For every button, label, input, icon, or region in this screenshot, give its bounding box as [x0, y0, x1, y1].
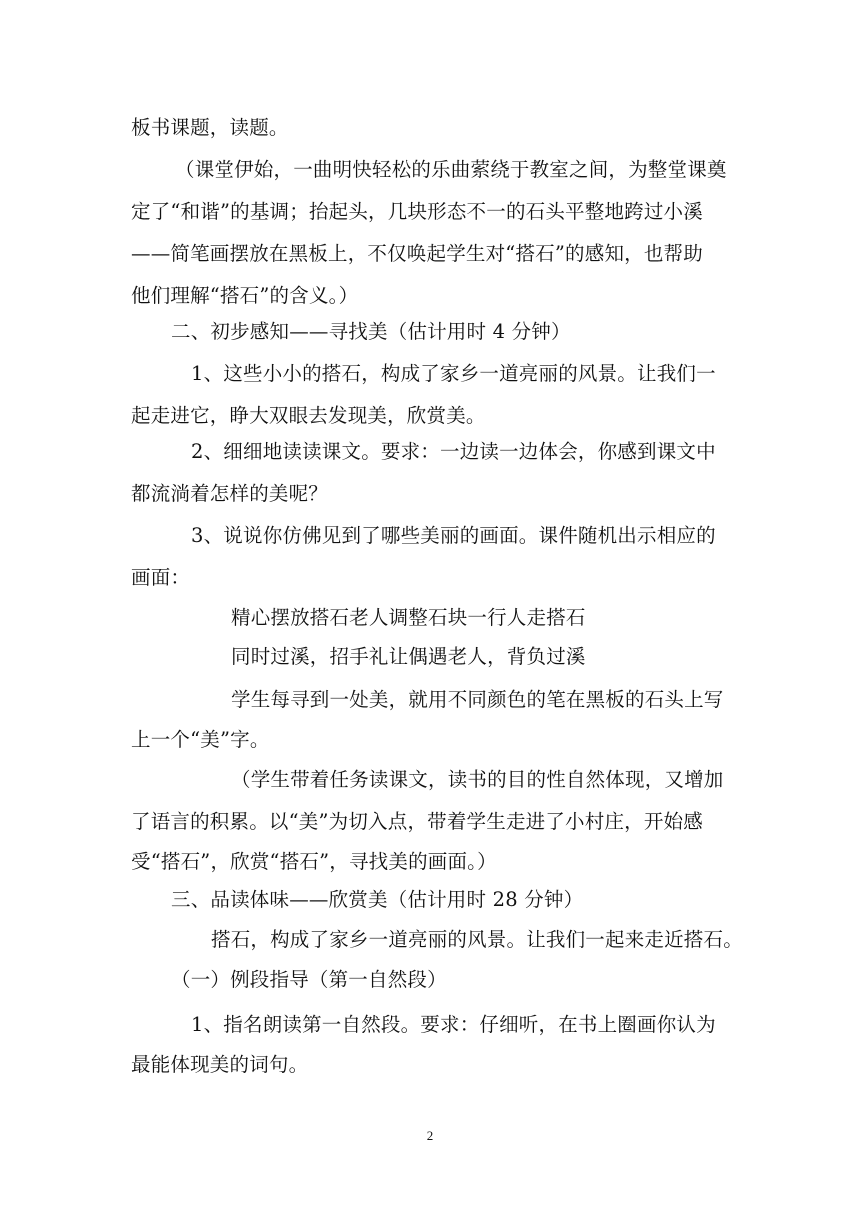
text-line-11: 3、说说你仿佛见到了哪些美丽的画面。课件随机出示相应的 — [191, 524, 716, 547]
text-line-21: 搭石，构成了家乡一道亮丽的风景。让我们一起来走近搭石。 — [211, 928, 743, 951]
text-line-14: 同时过溪，招手礼让偶遇老人，背负过溪 — [231, 645, 586, 668]
text-line-7: 1、这些小小的搭石，构成了家乡一道亮丽的风景。让我们一 — [191, 362, 716, 385]
section-heading-2: 二、初步感知——寻找美（估计用时 4 分钟） — [171, 320, 571, 343]
subsection-heading: （一）例段指导（第一自然段） — [171, 968, 447, 991]
text-line-19: 受“搭石”，欣赏“搭石”，寻找美的画面。） — [131, 850, 497, 873]
text-line-15: 学生每寻到一处美，就用不同颜色的笔在黑板的石头上写 — [231, 688, 724, 711]
text-line-18: 了语言的积累。以“美”为切入点，带着学生走进了小村庄，开始感 — [131, 810, 703, 833]
text-line-13: 精心摆放搭石老人调整石块一行人走搭石 — [231, 606, 586, 629]
text-line-12: 画面： — [131, 566, 191, 589]
text-line-8: 起走进它，睁大双眼去发现美，欣赏美。 — [131, 404, 486, 427]
text-line-17: （学生带着任务读课文，读书的目的性自然体现，又增加 — [231, 768, 724, 791]
text-line-2: （课堂伊始，一曲明快轻松的乐曲萦绕于教室之间，为整堂课奠 — [175, 158, 727, 181]
text-line-3: 定了“和谐”的基调；抬起头，几块形态不一的石头平整地跨过小溪 — [131, 200, 703, 223]
text-line-23: 1、指名朗读第一自然段。要求：仔细听，在书上圈画你认为 — [191, 1013, 716, 1036]
text-line-24: 最能体现美的词句。 — [131, 1053, 309, 1076]
text-line-10: 都流淌着怎样的美呢？ — [131, 482, 329, 505]
text-line-4: ——简笔画摆放在黑板上，不仅唤起学生对“搭石”的感知，也帮助 — [131, 242, 703, 265]
text-line-9: 2、细细地读读课文。要求：一边读一边体会，你感到课文中 — [191, 440, 716, 463]
text-line-16: 上一个“美”字。 — [131, 728, 270, 751]
text-line-5: 他们理解“搭石”的含义。） — [131, 284, 359, 307]
section-heading-3: 三、品读体味——欣赏美（估计用时 28 分钟） — [171, 888, 584, 911]
page-number: 2 — [426, 1128, 434, 1143]
text-line-1: 板书课题，读题。 — [131, 116, 289, 139]
